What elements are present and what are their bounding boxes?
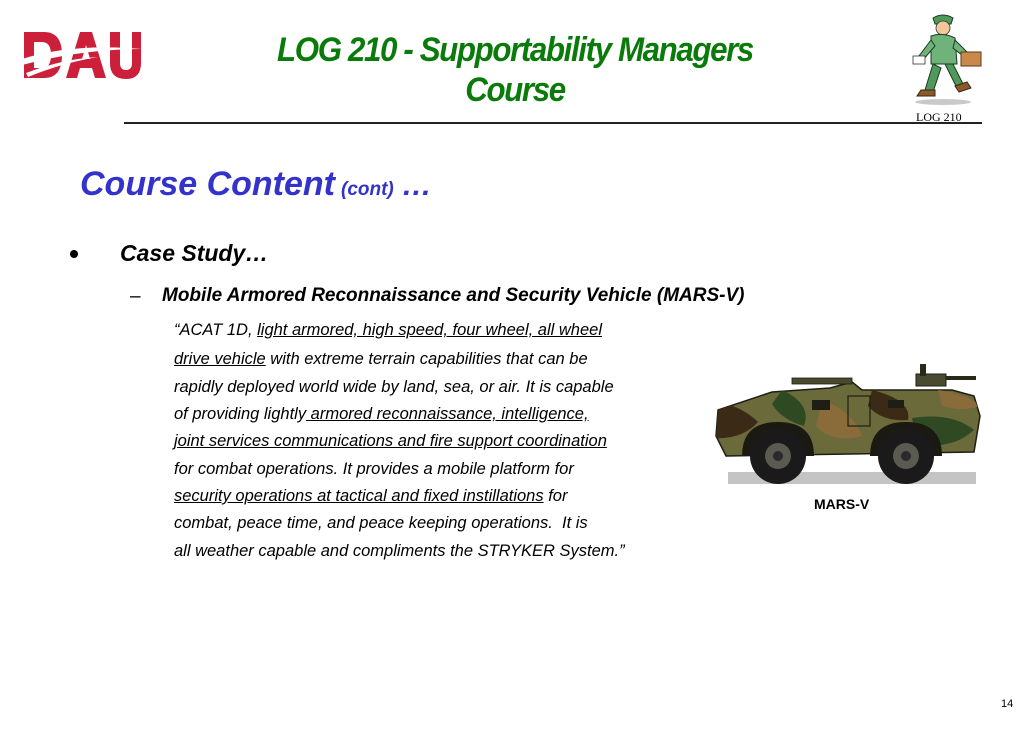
bullet-dot: [70, 250, 78, 258]
armored-vehicle-image: [712, 360, 984, 488]
course-code: LOG 210: [916, 110, 962, 124]
description-line: of providing lightly armored reconnaissance, intelligence,: [174, 405, 589, 423]
section-title: [80, 165, 432, 204]
header-divider: [124, 122, 982, 124]
description-line: drive vehicle with extreme terrain capabilities that can be: [174, 350, 588, 368]
header-title: [225, 30, 805, 110]
figure-caption: MARS-V: [814, 496, 870, 512]
description-line: all weather capable and compliments the STRYKER System.”: [174, 542, 625, 560]
description-line: joint services communications and fire support coordination: [174, 432, 607, 450]
delivery-man-clipart: [905, 12, 985, 108]
description-line: for combat operations. It provides a mobile platform for: [174, 460, 574, 478]
description-line: security operations at tactical and fixed instillations for: [174, 487, 568, 505]
header-title-line1: LOG 210 - Supportability Managers: [277, 31, 753, 69]
sub-bullet-title: Mobile Armored Reconnaissance and Security Vehicle (MARS-V): [162, 285, 745, 306]
description-line: combat, peace time, and peace keeping operations. It is: [174, 514, 588, 532]
page-number: 14: [1001, 698, 1014, 710]
description-line: “ACAT 1D, light armored, high speed, four wheel, all wheel: [174, 321, 602, 339]
bullet-case-study: Case Study…: [120, 240, 269, 266]
section-title-ellipsis: …: [401, 169, 432, 202]
description-line: rapidly deployed world wide by land, sea, or air. It is capable: [174, 378, 614, 396]
dau-logo: [22, 29, 142, 81]
sub-bullet-dash: –: [130, 286, 141, 307]
section-title-text: Course Content: [80, 165, 335, 203]
section-title-cont: (cont): [341, 179, 394, 200]
header-title-line2: Course: [465, 71, 565, 109]
